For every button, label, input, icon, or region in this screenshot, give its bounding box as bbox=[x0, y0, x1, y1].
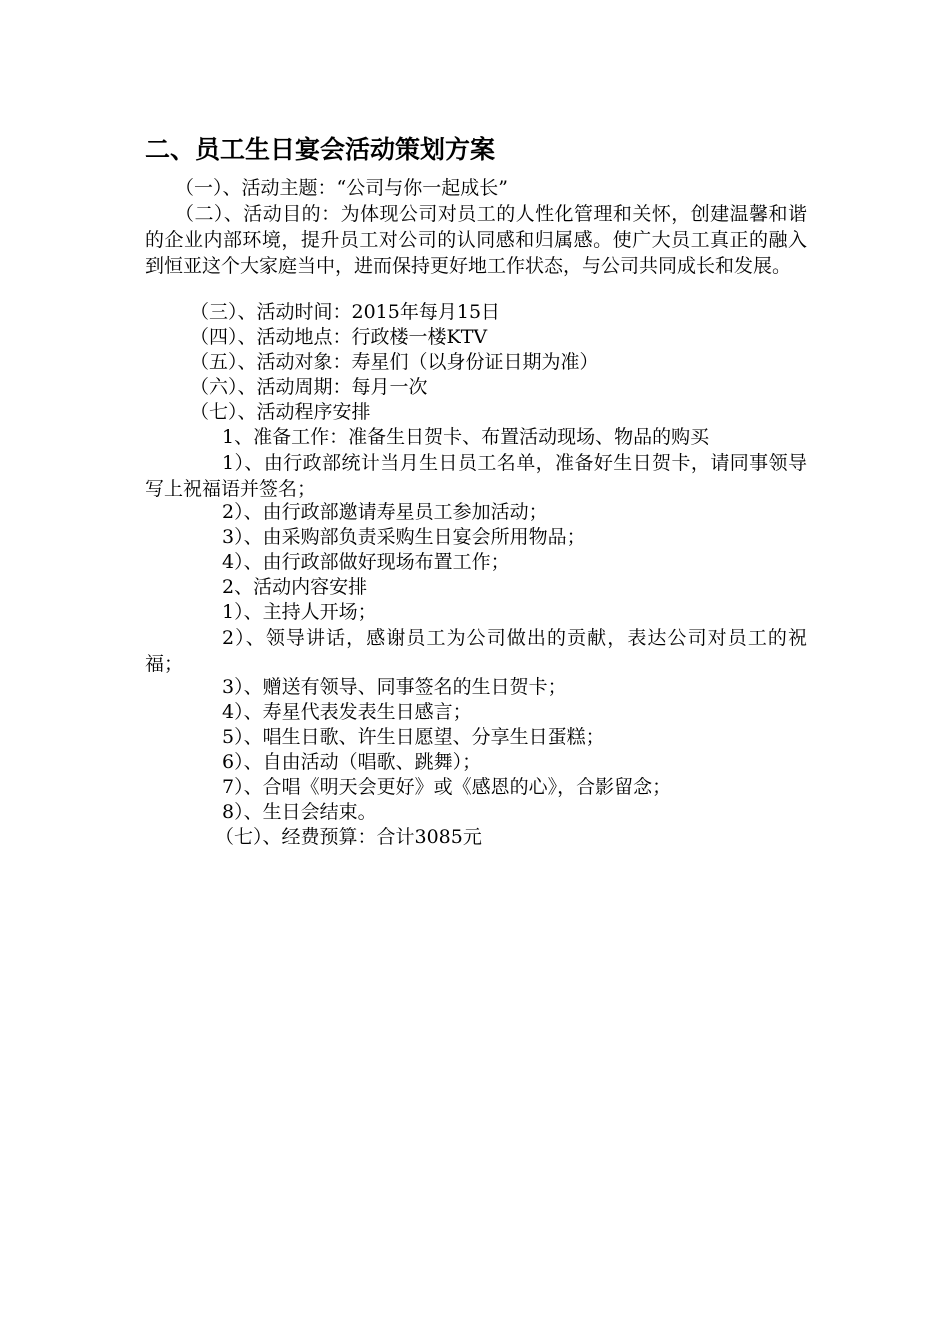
activity-period: （六）、活动周期：每月一次 bbox=[190, 376, 428, 398]
preparation-heading: 1、准备工作：准备生日贺卡、布置活动现场、物品的购买 bbox=[222, 426, 710, 448]
preparation-item-3: 3）、由采购部负责采购生日宴会所用物品； bbox=[222, 526, 586, 548]
document-title: 二、员工生日宴会活动策划方案 bbox=[145, 135, 496, 164]
activity-purpose: （二）、活动目的：为体现公司对员工的人性化管理和关怀，创建温馨和谐的企业内部环境，提升员工对公司的认同感和归属感。使广大员工真正的融入到恒亚这个大家庭当中，进而保持更好地工作状态，与公司共同成长和发展。 bbox=[145, 203, 807, 277]
content-item-6: 6）、自由活动（唱歌、跳舞）； bbox=[222, 751, 482, 773]
preparation-item-4: 4）、由行政部做好现场布置工作； bbox=[222, 551, 510, 573]
content-item-7: 7）、合唱《明天会更好》或《感恩的心》，合影留念； bbox=[222, 776, 672, 798]
activity-procedure-heading: （七）、活动程序安排 bbox=[190, 401, 371, 423]
preparation-item-1: 1）、由行政部统计当月生日员工名单，准备好生日贺卡，请同事领导写上祝福语并签名； bbox=[145, 452, 807, 500]
content-item-1: 1）、主持人开场； bbox=[222, 601, 377, 623]
content-item-5: 5）、唱生日歌、许生日愿望、分享生日蛋糕； bbox=[222, 726, 605, 748]
activity-time: （三）、活动时间：2015年每月15日 bbox=[190, 301, 501, 323]
content-item-3: 3）、赠送有领导、同事签名的生日贺卡； bbox=[222, 676, 567, 698]
activity-location: （四）、活动地点：行政楼一楼KTV bbox=[190, 326, 488, 348]
preparation-item-2: 2）、由行政部邀请寿星员工参加活动； bbox=[222, 501, 548, 523]
budget: （七）、经费预算：合计3085元 bbox=[215, 826, 482, 848]
content-item-8: 8）、生日会结束。 bbox=[222, 801, 377, 823]
content-item-4: 4）、寿星代表发表生日感言； bbox=[222, 701, 472, 723]
activity-target: （五）、活动对象：寿星们（以身份证日期为准） bbox=[190, 351, 599, 373]
content-heading: 2、活动内容安排 bbox=[222, 576, 368, 598]
content-item-2: 2）、领导讲话，感谢员工为公司做出的贡献，表达公司对员工的祝福； bbox=[145, 627, 807, 675]
activity-theme: （一）、活动主题：“公司与你一起成长” bbox=[175, 177, 508, 199]
